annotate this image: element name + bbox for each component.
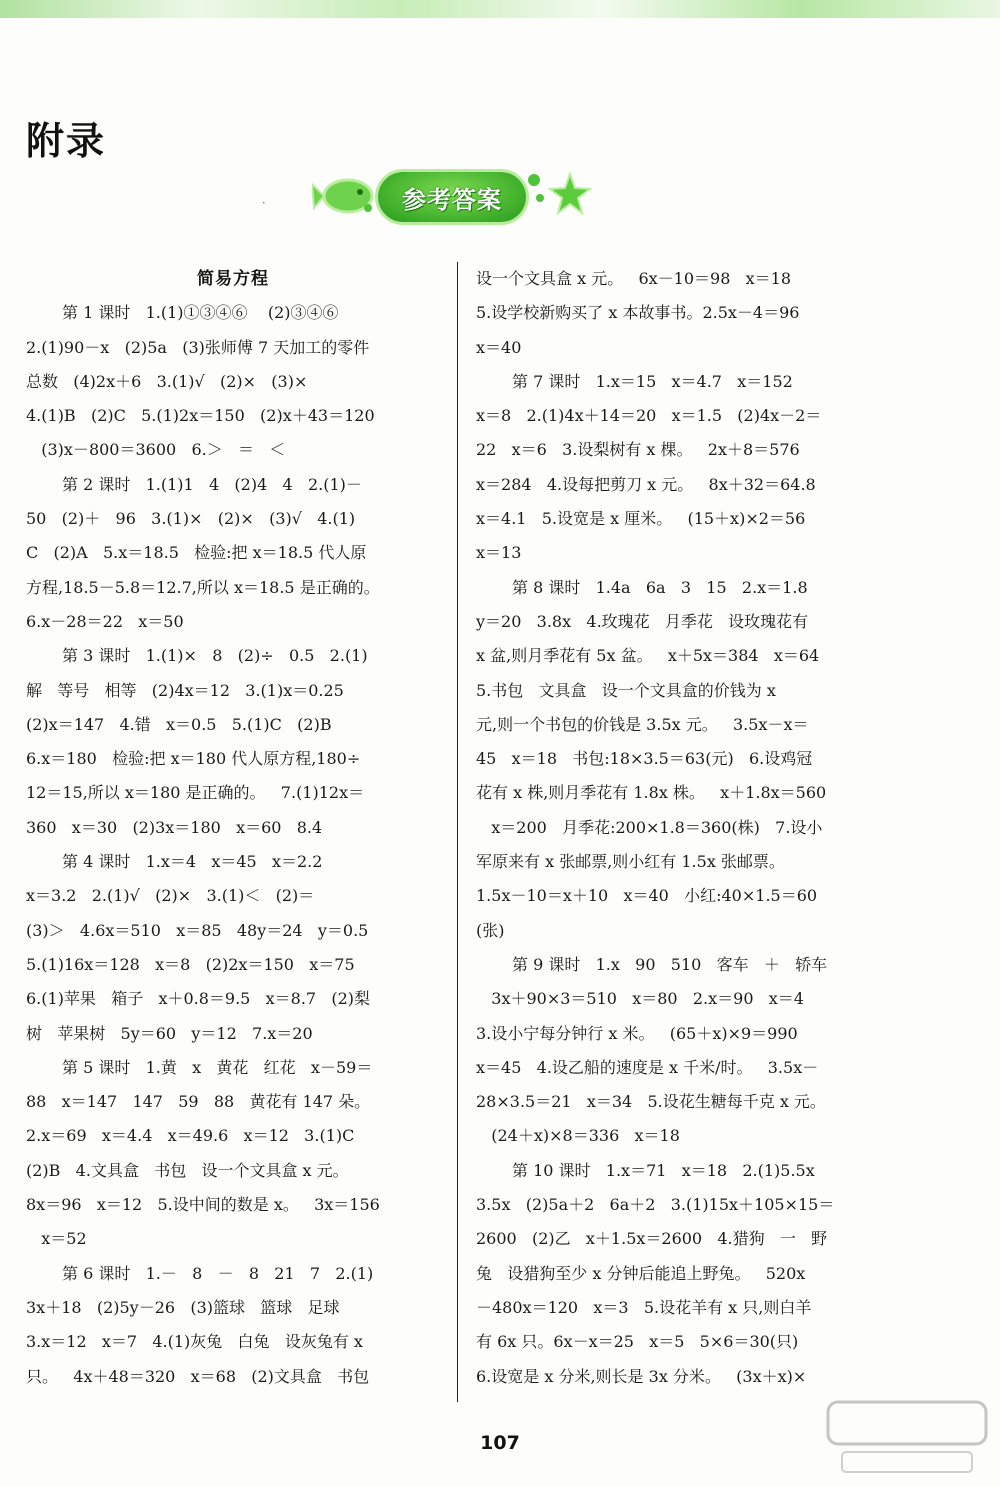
answer-line: －480x＝120 x＝3 5.设花羊有 x 只,则白羊 — [476, 1297, 812, 1317]
banner-text: 参考答案 — [402, 185, 502, 214]
answer-line: 3.设小宁每分钟行 x 米。 (65＋x)×9＝990 — [476, 1023, 798, 1043]
answer-line: 88 x＝147 147 59 88 黄花有 147 朵。 — [26, 1092, 371, 1112]
answer-line: 2.(1)90－x (2)5a (3)张师傅 7 天加工的零件 — [26, 337, 370, 357]
answer-line: C (2)A 5.x＝18.5 检验:把 x＝18.5 代人原 — [26, 543, 367, 563]
answer-line: (3)x－800＝3600 6.＞ ＝ ＜ — [26, 440, 286, 460]
answer-line: 花有 x 株,则月季花有 1.8x 株。 x＋1.8x＝560 — [476, 783, 827, 803]
decor-dot — [364, 204, 372, 212]
answer-line: (2)B 4.文具盒 书包 设一个文具盒 x 元。 — [26, 1160, 349, 1180]
section-title: 简易方程 — [197, 269, 269, 289]
answer-line: 设一个文具盒 x 元。 6x－10＝98 x＝18 — [476, 269, 792, 288]
answer-line: x＝3.2 2.(1)√ (2)× 3.(1)＜ (2)＝ — [26, 886, 315, 906]
answer-line: 解 等号 相等 (2)4x＝12 3.(1)x＝0.25 — [26, 680, 344, 700]
answer-line: 第 9 课时 1.x 90 510 客车 ＋ 轿车 — [512, 954, 828, 974]
decor-mark: ᐧ — [262, 196, 266, 210]
decor-dot — [536, 194, 544, 202]
answer-line: 3.x＝12 x＝7 4.(1)灰兔 白兔 设灰兔有 x — [26, 1332, 363, 1352]
decor-dot — [528, 174, 540, 186]
answer-line: 5.书包 文具盒 设一个文具盒的价钱为 x — [476, 680, 776, 700]
answer-line: x＝284 4.设每把剪刀 x 元。 8x＋32＝64.8 — [476, 474, 816, 494]
page-number: 107 — [480, 1432, 520, 1454]
answer-line: x＝8 2.(1)4x＋14＝20 x＝1.5 (2)4x－2＝ — [476, 406, 822, 426]
answer-line: x＝45 4.设乙船的速度是 x 千米/时。 3.5x－ — [476, 1057, 819, 1077]
answer-line: 28×3.5＝21 x＝34 5.设花生糖每千克 x 元。 — [476, 1092, 826, 1112]
appendix-title: 附录 — [26, 119, 107, 163]
watermark-logo — [822, 1398, 992, 1478]
answer-line: 360 x＝30 (2)3x＝180 x＝60 8.4 — [26, 817, 323, 837]
answer-line: 第 4 课时 1.x＝4 x＝45 x＝2.2 — [62, 852, 323, 872]
answer-line: x＝52 — [26, 1229, 87, 1249]
star-icon — [548, 172, 592, 216]
answer-line: 3x＋18 (2)5y－26 (3)篮球 篮球 足球 — [26, 1297, 340, 1317]
answer-line: 第 2 课时 1.(1)1 4 (2)4 4 2.(1)－ — [62, 474, 362, 494]
answer-line: x＝40 — [476, 337, 522, 357]
answer-line: 第 8 课时 1.4a 6a 3 15 2.x＝1.8 — [512, 577, 808, 597]
answer-line: 50 (2)＋ 96 3.(1)× (2)× (3)√ 4.(1) — [26, 509, 356, 529]
answer-line: 只。 4x＋48＝320 x＝68 (2)文具盒 书包 — [26, 1366, 370, 1386]
answer-line: 6.x－28＝22 x＝50 — [26, 611, 184, 631]
answer-line: 第 7 课时 1.x＝15 x＝4.7 x＝152 — [512, 371, 793, 391]
answer-line: 8x＝96 x＝12 5.设中间的数是 x。 3x＝156 — [26, 1195, 380, 1215]
answer-line: (2)x＝147 4.错 x＝0.5 5.(1)C (2)B — [26, 714, 332, 734]
answer-line: 6.设宽是 x 分米,则长是 3x 分米。 (3x＋x)× — [476, 1366, 807, 1386]
answer-line: 元,则一个书包的价钱是 3.5x 元。 3.5x－x＝ — [476, 714, 809, 734]
answer-line: (24＋x)×8＝336 x＝18 — [476, 1126, 680, 1146]
answer-line: 2.x＝69 x＝4.4 x＝49.6 x＝12 3.(1)C — [26, 1126, 355, 1146]
column-divider — [457, 262, 458, 1402]
top-decor-band — [0, 0, 1000, 18]
answer-line: 方程,18.5－5.8＝12.7,所以 x＝18.5 是正确的。 — [26, 577, 380, 597]
answer-line: x＝13 — [476, 543, 522, 563]
answer-line: 总数 (4)2x＋6 3.(1)√ (2)× (3)× — [26, 371, 308, 391]
answer-line: 5.(1)16x＝128 x＝8 (2)2x＝150 x＝75 — [26, 954, 355, 974]
answer-line: 军原来有 x 张邮票,则小红有 1.5x 张邮票。 — [476, 852, 785, 872]
answer-line: x＝200 月季花:200×1.8＝360(株) 7.设小 — [476, 817, 823, 837]
answer-line: 6.(1)苹果 箱子 x＋0.8＝9.5 x＝8.7 (2)梨 — [26, 989, 371, 1009]
answer-key-banner — [378, 172, 526, 222]
answer-line: 第 10 课时 1.x＝71 x＝18 2.(1)5.5x — [512, 1160, 815, 1180]
answer-line: 6.x＝180 检验:把 x＝180 代人原方程,180÷ — [26, 749, 361, 769]
answer-line: (3)＞ 4.6x＝510 x＝85 48y＝24 y＝0.5 — [26, 920, 369, 940]
answer-line: 5.设学校新购买了 x 本故事书。2.5x－4＝96 — [476, 303, 800, 323]
answer-line: 兔 设猎狗至少 x 分钟后能追上野兔。 520x — [476, 1263, 806, 1283]
answer-line: 45 x＝18 书包:18×3.5＝63(元) 6.设鸡冠 — [476, 749, 813, 769]
answer-line: 第 3 课时 1.(1)× 8 (2)÷ 0.5 2.(1) — [62, 646, 368, 666]
answer-line: x＝4.1 5.设宽是 x 厘米。 (15＋x)×2＝56 — [476, 509, 806, 529]
answer-line: 树 苹果树 5y＝60 y＝12 7.x＝20 — [26, 1023, 313, 1043]
answer-line: 3x＋90×3＝510 x＝80 2.x＝90 x＝4 — [476, 989, 804, 1009]
answer-line: 2600 (2)乙 x＋1.5x＝2600 4.猎狗 一 野 — [476, 1229, 828, 1249]
answer-line: 第 5 课时 1.黄 x 黄花 红花 x－59＝ — [62, 1057, 373, 1077]
answer-line: 3.5x (2)5a＋2 6a＋2 3.(1)15x＋105×15＝ — [476, 1195, 835, 1215]
answer-line: 有 6x 只。6x－x＝25 x＝5 5×6＝30(只) — [476, 1332, 799, 1352]
answer-line: 12＝15,所以 x＝180 是正确的。 7.(1)12x＝ — [26, 783, 365, 803]
answer-line: x 盆,则月季花有 5x 盆。 x＋5x＝384 x＝64 — [476, 646, 820, 666]
answers-right-column — [476, 262, 886, 1394]
answer-line: (张) — [476, 920, 505, 940]
answers-left-column — [26, 262, 440, 1394]
answer-line: y＝20 3.8x 4.玫瑰花 月季花 设玫瑰花有 — [476, 611, 809, 631]
answer-line: 1.5x－10＝x＋10 x＝40 小红:40×1.5＝60 — [476, 886, 818, 906]
answer-line: 第 1 课时 1.(1)①③④⑥ (2)③④⑥ — [62, 303, 339, 323]
answer-line: 22 x＝6 3.设梨树有 x 棵。 2x＋8＝576 — [476, 440, 800, 460]
answer-line: 第 6 课时 1.－ 8 － 8 21 7 2.(1) — [62, 1263, 374, 1283]
answer-line: 4.(1)B (2)C 5.(1)2x＝150 (2)x＋43＝120 — [26, 406, 375, 426]
